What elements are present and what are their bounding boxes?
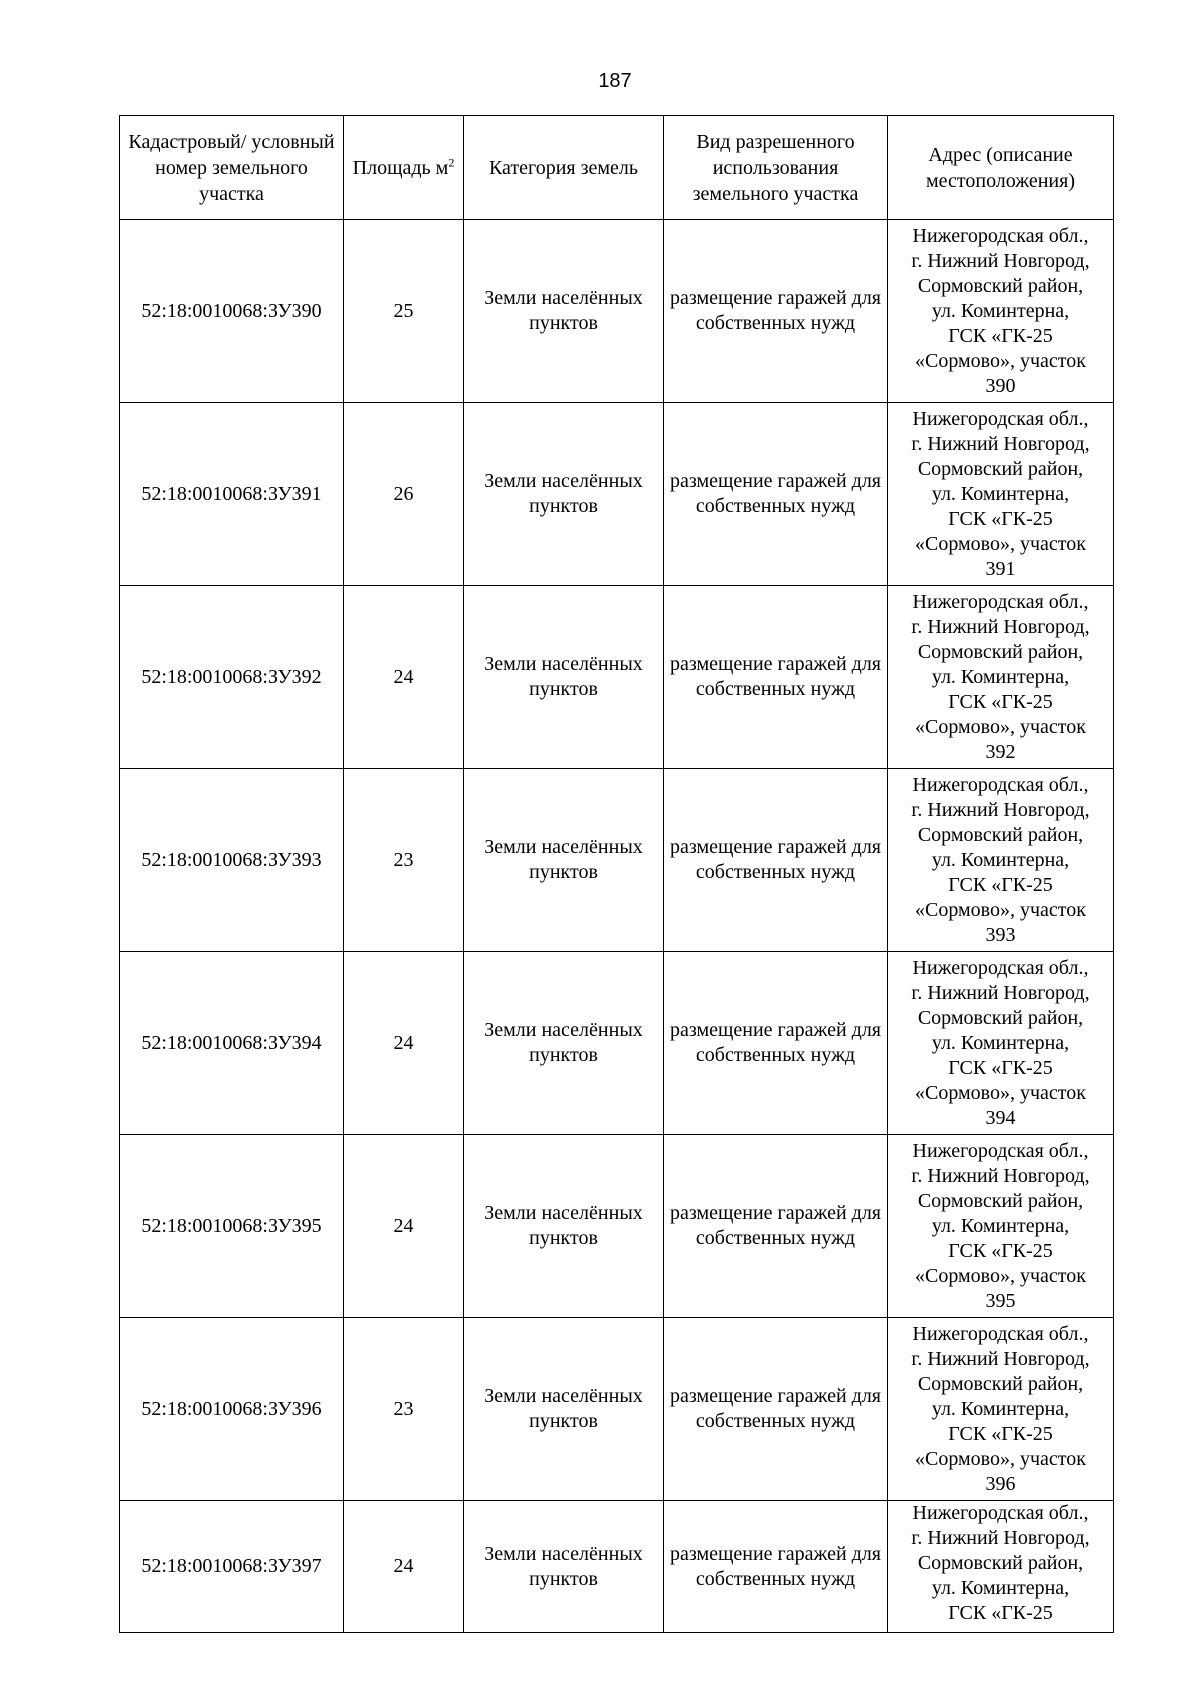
address-line: г. Нижний Новгород, (911, 798, 1090, 821)
cell-category: Земли населённых пунктов (464, 1501, 664, 1633)
cell-cadastral: 52:18:0010068:ЗУ395 (120, 1135, 344, 1318)
cell-area: 24 (344, 952, 464, 1135)
address-line: 395 (985, 1289, 1016, 1312)
address-line: г. Нижний Новгород, (911, 432, 1090, 455)
cell-cadastral: 52:18:0010068:ЗУ392 (120, 586, 344, 769)
cell-category: Земли населённых пунктов (464, 1135, 664, 1318)
cell-area: 24 (344, 1135, 464, 1318)
table-row (120, 1135, 1114, 1318)
cell-cadastral: 52:18:0010068:ЗУ396 (120, 1318, 344, 1501)
address-line: ГСК «ГК-25 (948, 1239, 1053, 1262)
cell-usage: размещение гаражей для собственных нужд (664, 1318, 888, 1501)
cell-usage: размещение гаражей для собственных нужд (664, 586, 888, 769)
cell-address (888, 403, 1114, 586)
cell-cadastral: 52:18:0010068:ЗУ394 (120, 952, 344, 1135)
table-row (120, 1318, 1114, 1501)
cell-usage: размещение гаражей для собственных нужд (664, 220, 888, 403)
address-line: 391 (985, 557, 1016, 580)
address-line: ГСК «ГК-25 (948, 873, 1053, 896)
address-line: ул. Коминтерна, (931, 1397, 1070, 1420)
cell-cadastral: 52:18:0010068:ЗУ391 (120, 403, 344, 586)
address-line: Нижегородская обл., (912, 1502, 1089, 1524)
cell-address (888, 220, 1114, 403)
address-line: ул. Коминтерна, (931, 299, 1070, 322)
address-line: ул. Коминтерна, (931, 1214, 1070, 1237)
address-line: «Сормово», участок (914, 715, 1086, 738)
cell-category: Земли населённых пунктов (464, 403, 664, 586)
address-line: «Сормово», участок (914, 898, 1086, 921)
address-line: г. Нижний Новгород, (911, 615, 1090, 638)
address-line: «Сормово», участок (914, 1081, 1086, 1104)
address-line: Нижегородская обл., (912, 224, 1089, 247)
address-line: «Сормово», участок (914, 1447, 1086, 1470)
cell-usage: размещение гаражей для собственных нужд (664, 952, 888, 1135)
cell-address (888, 769, 1114, 952)
land-plots-table (119, 115, 1114, 1633)
cell-usage: размещение гаражей для собственных нужд (664, 1135, 888, 1318)
address-line: ГСК «ГК-25 (948, 507, 1053, 530)
address-line: Нижегородская обл., (912, 590, 1089, 613)
address-line: г. Нижний Новгород, (911, 249, 1090, 272)
address-line: г. Нижний Новгород, (911, 981, 1090, 1004)
address-line: ул. Коминтерна, (931, 482, 1070, 505)
address-line: ГСК «ГК-25 (948, 324, 1053, 347)
table-row (120, 952, 1114, 1135)
cell-category: Земли населённых пунктов (464, 1318, 664, 1501)
table-row (120, 1501, 1114, 1633)
cell-address (888, 1135, 1114, 1318)
cell-cadastral: 52:18:0010068:ЗУ397 (120, 1501, 344, 1633)
address-line: Сормовский район, (917, 1552, 1084, 1574)
cell-area: 24 (344, 586, 464, 769)
address-line: Сормовский район, (917, 274, 1084, 297)
address-line: г. Нижний Новгород, (911, 1164, 1090, 1187)
cell-area: 26 (344, 403, 464, 586)
address-line: ул. Коминтерна, (931, 1577, 1070, 1599)
cell-address (888, 1318, 1114, 1501)
cell-usage: размещение гаражей для собственных нужд (664, 403, 888, 586)
address-line: Нижегородская обл., (912, 773, 1089, 796)
cell-area: 23 (344, 1318, 464, 1501)
address-line: 394 (985, 1106, 1016, 1129)
address-line: г. Нижний Новгород, (911, 1527, 1090, 1549)
address-line: «Сормово», участок (914, 532, 1086, 555)
cell-area: 25 (344, 220, 464, 403)
address-line: ГСК «ГК-25 (948, 690, 1053, 713)
cell-cadastral: 52:18:0010068:ЗУ390 (120, 220, 344, 403)
table-row (120, 220, 1114, 403)
cell-area: 24 (344, 1501, 464, 1633)
address-line: Сормовский район, (917, 457, 1084, 480)
address-line: Сормовский район, (917, 823, 1084, 846)
address-line: г. Нижний Новгород, (911, 1347, 1090, 1370)
address-line: ул. Коминтерна, (931, 1031, 1070, 1054)
cell-usage: размещение гаражей для собственных нужд (664, 1501, 888, 1633)
address-line: ГСК «ГК-25 (948, 1056, 1053, 1079)
header-area (344, 116, 464, 220)
address-line: 390 (985, 374, 1016, 397)
address-line: Нижегородская обл., (912, 407, 1089, 430)
header-area-unit-exp: 2 (448, 154, 455, 169)
address-line: «Сормово», участок (914, 349, 1086, 372)
cell-address (888, 1501, 1114, 1633)
table-body (120, 220, 1114, 1633)
address-line: «Сормово», участок (914, 1264, 1086, 1287)
address-line: Сормовский район, (917, 1372, 1084, 1395)
address-line: Сормовский район, (917, 1006, 1084, 1029)
address-line: 396 (985, 1472, 1016, 1495)
cell-area: 23 (344, 769, 464, 952)
address-line: Нижегородская обл., (912, 956, 1089, 979)
address-line: Нижегородская обл., (912, 1322, 1089, 1345)
address-line: Сормовский район, (917, 640, 1084, 663)
header-address: Адрес (описание местоположения) (888, 116, 1114, 220)
table-row (120, 769, 1114, 952)
cell-category: Земли населённых пунктов (464, 769, 664, 952)
table-row (120, 586, 1114, 769)
header-cadastral: Кадастровый/ условный номер земельного участка (120, 116, 344, 220)
cell-address (888, 586, 1114, 769)
address-line: ул. Коминтерна, (931, 848, 1070, 871)
header-area-label: Площадь м (352, 156, 449, 179)
cell-usage: размещение гаражей для собственных нужд (664, 769, 888, 952)
table-row (120, 403, 1114, 586)
address-line: Нижегородская обл., (912, 1139, 1089, 1162)
cell-address (888, 952, 1114, 1135)
address-line: ул. Коминтерна, (931, 665, 1070, 688)
cell-category: Земли населённых пунктов (464, 952, 664, 1135)
page-number: 187 (598, 70, 632, 92)
address-line: ГСК «ГК-25 (948, 1422, 1053, 1445)
address-line: ГСК «ГК-25 (948, 1602, 1053, 1624)
address-line: Сормовский район, (917, 1189, 1084, 1212)
cell-category: Земли населённых пунктов (464, 220, 664, 403)
header-usage: Вид разрешенного использования земельного участка (664, 116, 888, 220)
table-header-row (120, 116, 1114, 220)
address-line: 393 (985, 923, 1016, 946)
cell-category: Земли населённых пунктов (464, 586, 664, 769)
header-category: Категория земель (464, 116, 664, 220)
address-line: 392 (985, 740, 1016, 763)
cell-cadastral: 52:18:0010068:ЗУ393 (120, 769, 344, 952)
